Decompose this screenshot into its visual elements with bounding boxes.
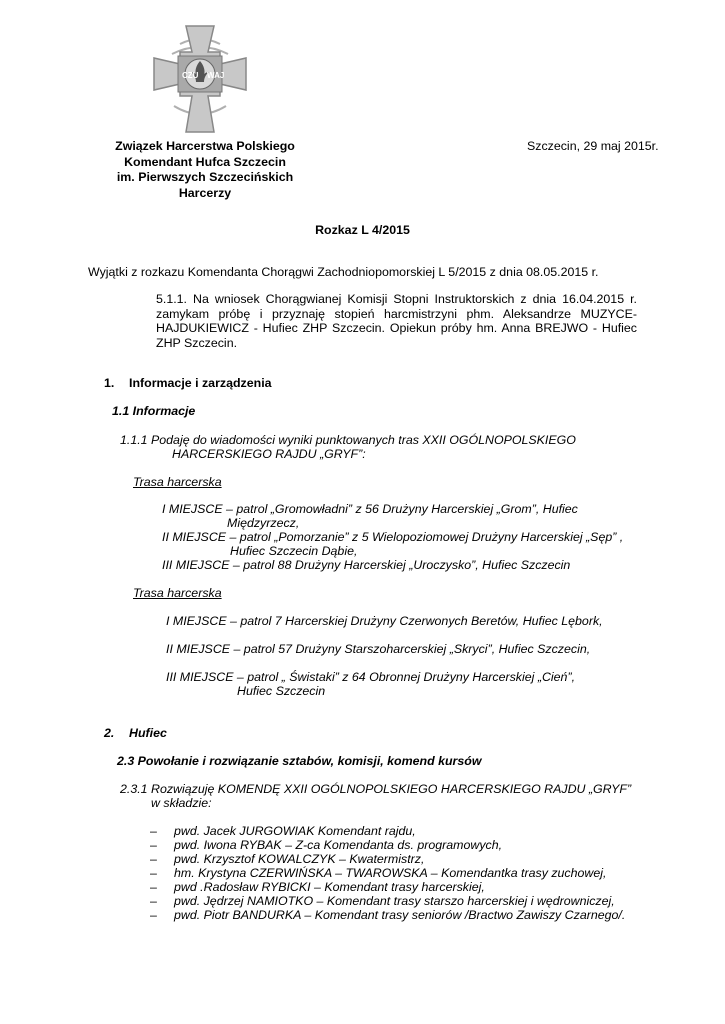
- route-1-result: II MIEJSCE – patrol „Pomorzanie” z 5 Wielopoziomowej Drużyny Harcerskiej „Sęp” ,: [162, 530, 624, 544]
- item-1-1-1-line1: 1.1.1 Podaję do wiadomości wyniki punktowanych tras XXII OGÓLNOPOLSKIEGO: [120, 433, 576, 447]
- org-line: Harcerzy: [178, 185, 232, 200]
- section-2-number: 2.: [104, 726, 115, 740]
- route-1-result: III MIEJSCE – patrol 88 Drużyny Harcerskiej „Uroczysko”, Hufiec Szczecin: [162, 558, 571, 572]
- list-item: hm. Krystyna CZERWIŃSKA – TWAROWSKA – Komendantka trasy zuchowej,: [174, 866, 607, 880]
- list-item: pwd .Radosław RYBICKI – Komendant trasy harcerskiej,: [174, 880, 485, 894]
- document-date: Szczecin, 29 maj 2015r.: [527, 139, 659, 153]
- list-item: pwd. Jędrzej NAMIOTKO – Komendant trasy starszo harcerskiej i wędrowniczej,: [174, 894, 615, 908]
- list-bullet: –: [150, 866, 157, 880]
- org-line: im. Pierwszych Szczecińskich: [116, 170, 294, 184]
- route-1-result: Międzyrzecz,: [227, 516, 300, 530]
- paragraph-5-1-1: 5.1.1. Na wniosek Chorągwianej Komisji Stopni Instruktorskich z dnia 16.04.2015 r. zamykam próbę i przyznaję stopień harcmistrzyni phm. Aleksandrze MUZYCE-HAJDUKIEWICZ - Hufiec ZHP Szczecin. Opiekun próby hm. Anna BREJWO - Hufiec ZHP Szczecin.: [156, 292, 637, 350]
- organization-block: [100, 139, 310, 201]
- list-item: pwd. Piotr BANDURKA – Komendant trasy seniorów /Bractwo Zawiszy Czarnego/.: [174, 908, 626, 922]
- logo-left-text: CZU: [182, 71, 199, 80]
- list-item: pwd. Jacek JURGOWIAK Komendant rajdu,: [174, 824, 416, 838]
- section-2-title: Hufiec: [129, 726, 167, 740]
- scout-cross-logo-icon: [150, 22, 250, 136]
- section-1-title: Informacje i zarządzenia: [129, 376, 272, 390]
- org-line: Komendant Hufca Szczecin: [124, 154, 286, 169]
- list-item: pwd. Krzysztof KOWALCZYK – Kwatermistrz,: [174, 852, 425, 866]
- list-bullet: –: [150, 894, 157, 908]
- route-2-result: Hufiec Szczecin: [237, 684, 326, 698]
- logo-right-text: WAJ: [207, 71, 225, 80]
- org-line: Związek Harcerstwa Polskiego: [115, 139, 295, 153]
- intro-text: Wyjątki z rozkazu Komendanta Chorągwi Zachodniopomorskiej L 5/2015 z dnia 08.05.2015 r.: [88, 265, 599, 279]
- section-1-1-title: 1.1 Informacje: [112, 404, 196, 418]
- section-2-3-title: 2.3 Powołanie i rozwiązanie sztabów, komisji, komend kursów: [117, 754, 482, 768]
- list-bullet: –: [150, 824, 157, 838]
- route-1-result: Hufiec Szczecin Dąbie,: [230, 544, 358, 558]
- route-2-heading: Trasa harcerska: [133, 586, 222, 600]
- route-1-heading: Trasa harcerska: [133, 475, 222, 489]
- route-2-result: III MIEJSCE – patrol „ Świstaki” z 64 Obronnej Drużyny Harcerskiej „Cień”,: [166, 670, 576, 684]
- list-bullet: –: [150, 838, 157, 852]
- list-bullet: –: [150, 880, 157, 894]
- route-2-result: II MIEJSCE – patrol 57 Drużyny Starszoharcerskiej „Skryci”, Hufiec Szczecin,: [166, 642, 591, 656]
- item-2-3-1-line1: 2.3.1 Rozwiązuję KOMENDĘ XXII OGÓLNOPOLSKIEGO HARCERSKIEGO RAJDU „GRYF”: [120, 782, 632, 796]
- route-2-result: I MIEJSCE – patrol 7 Harcerskiej Drużyny Czerwonych Beretów, Hufiec Lębork,: [166, 614, 603, 628]
- item-1-1-1-line2: HARCERSKIEGO RAJDU „GRYF”:: [172, 447, 366, 461]
- route-1-result: I MIEJSCE – patrol „Gromowładni” z 56 Drużyny Harcerskiej „Grom”, Hufiec: [162, 502, 578, 516]
- item-2-3-1-line2: w składzie:: [151, 796, 212, 810]
- list-item: pwd. Iwona RYBAK – Z-ca Komendanta ds. programowych,: [174, 838, 503, 852]
- list-bullet: –: [150, 852, 157, 866]
- order-title: Rozkaz L 4/2015: [315, 223, 410, 237]
- section-1-number: 1.: [104, 376, 115, 390]
- list-bullet: –: [150, 908, 157, 922]
